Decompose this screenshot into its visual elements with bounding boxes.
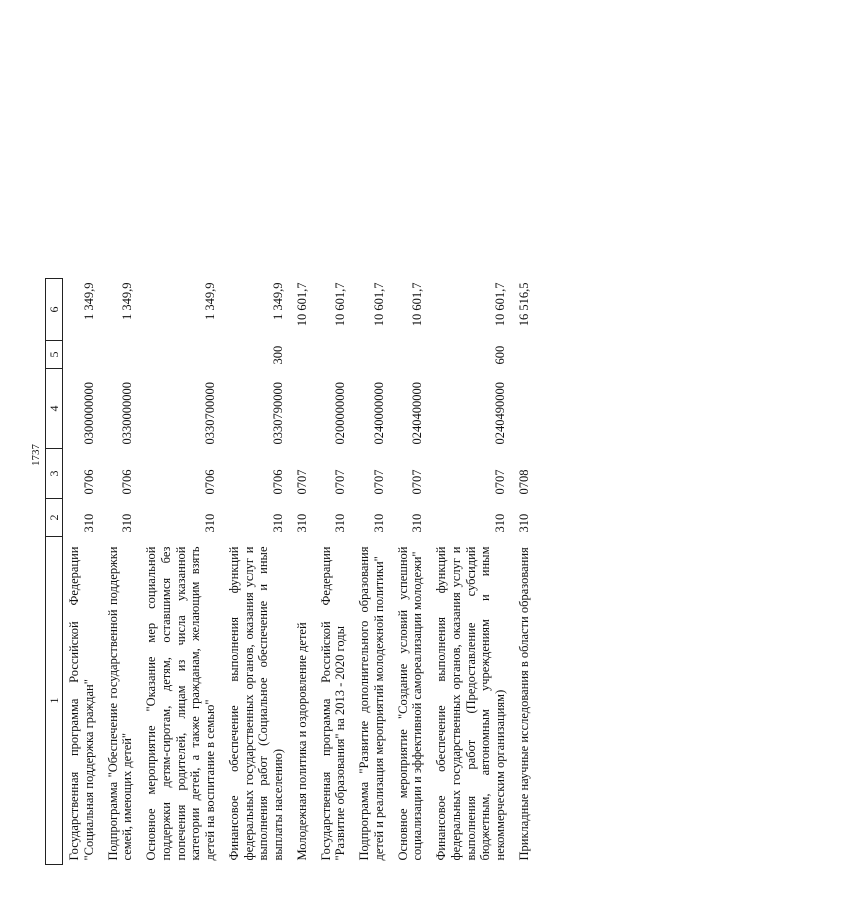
row-name: Основное мероприятие "Оказание мер социальной поддержки детям-сиротам, детям, оставшимся без попечения родителей, лицам из числа указанной категории детей, а также гражданам, желающим взять детей на воспитание в семью" [144, 546, 218, 861]
row-col-2: 310 [333, 513, 348, 533]
row-col-2: 310 [120, 513, 135, 533]
budget-table [45, 278, 537, 865]
row-col-5: 600 [493, 345, 508, 365]
row-col-6: 16 516,5 [516, 282, 531, 327]
row-col-3: 0706 [120, 469, 135, 495]
row-col-4: 0330000000 [120, 382, 135, 445]
row-col-3: 0706 [203, 469, 218, 495]
row-col-5 [392, 341, 431, 369]
row-col-3: 0707 [294, 469, 309, 495]
row-col-4: 0240000000 [371, 382, 386, 445]
row-col-4: 0300000000 [81, 382, 96, 445]
row-col-3: 0706 [81, 469, 96, 495]
row-col-5 [291, 341, 315, 369]
row-col-5 [63, 341, 102, 369]
row-col-6: 1 349,9 [120, 282, 135, 320]
table-row [513, 279, 537, 865]
table-row [392, 279, 431, 865]
row-col-5 [102, 341, 141, 369]
row-col-5 [353, 341, 392, 369]
row-col-3: 0707 [493, 469, 508, 495]
page-number: 1737 [30, 444, 42, 466]
row-col-6: 1 349,9 [203, 282, 218, 320]
row-col-6: 1 349,9 [81, 282, 96, 320]
row-col-3: 0707 [410, 469, 425, 495]
row-name: Основное мероприятие "Создание условий успешной социализации и эффективной самореализации молодежи" [395, 546, 425, 861]
table-header-row [46, 279, 63, 865]
row-col-6: 1 349,9 [271, 282, 286, 320]
row-col-3: 0707 [333, 469, 348, 495]
row-col-5: 300 [271, 345, 286, 365]
row-col-2: 310 [516, 513, 531, 533]
row-col-5 [513, 341, 537, 369]
header-col-3: 3 [46, 449, 63, 499]
row-name: Государственная программа Российской Федерации "Развитие образования" на 2013 - 2020 годы [318, 546, 348, 861]
row-col-6: 10 601,7 [410, 282, 425, 327]
row-name: Подпрограмма "Обеспечение государственной поддержки семей, имеющих детей" [105, 546, 135, 861]
row-col-5 [140, 341, 223, 369]
row-col-4: 0330700000 [203, 382, 218, 445]
row-col-4: 0200000000 [333, 382, 348, 445]
row-col-2: 310 [410, 513, 425, 533]
row-name: Финансовое обеспечение выполнения функций федеральных государственных органов, оказания услуг и выполнения работ (Предоставление субсидий бюджетным, автономным учреждениям и иным некоммерческим организациям) [434, 546, 508, 861]
row-col-4: 0330790000 [271, 382, 286, 445]
row-name: Государственная программа Российской Федерации "Социальная поддержка граждан" [67, 546, 96, 861]
table-row [223, 279, 291, 865]
row-name: Финансовое обеспечение выполнения функций федеральных государственных органов, оказания услуг и выполнения работ (Социальное обеспечение и иные выплаты населению) [226, 546, 286, 861]
table-row [63, 279, 102, 865]
header-col-1: 1 [46, 537, 63, 865]
table-row [291, 279, 315, 865]
row-col-6: 10 601,7 [371, 282, 386, 327]
document-page [45, 70, 860, 861]
header-col-5: 5 [46, 341, 63, 369]
table-row [430, 279, 513, 865]
row-col-3: 0708 [516, 469, 531, 495]
row-col-3: 0707 [371, 469, 386, 495]
row-col-2: 310 [81, 513, 96, 533]
table-row [353, 279, 392, 865]
row-col-4 [291, 369, 315, 449]
row-col-2: 310 [371, 513, 386, 533]
row-col-2: 310 [271, 513, 286, 533]
table-row [102, 279, 141, 865]
row-col-6: 10 601,7 [294, 282, 309, 327]
row-col-4 [513, 369, 537, 449]
header-col-4: 4 [46, 369, 63, 449]
row-name: Прикладные научные исследования в области образования [516, 547, 531, 861]
table-row [315, 279, 354, 865]
row-col-4: 0240400000 [410, 382, 425, 445]
row-col-6: 10 601,7 [333, 282, 348, 327]
header-col-2: 2 [46, 499, 63, 537]
rotated-table-container [45, 282, 840, 865]
header-col-6: 6 [46, 279, 63, 341]
row-col-2: 310 [493, 513, 508, 533]
row-col-4: 0240490000 [493, 382, 508, 445]
row-name: Подпрограмма "Развитие дополнительного образования детей и реализация мероприятий молодежной политики" [357, 546, 386, 861]
row-name: Молодежная политика и оздоровление детей [294, 622, 309, 861]
row-col-2: 310 [203, 513, 218, 533]
table-row [140, 279, 223, 865]
row-col-6: 10 601,7 [493, 282, 508, 327]
row-col-2: 310 [294, 513, 309, 533]
row-col-5 [315, 341, 354, 369]
row-col-3: 0706 [271, 469, 286, 495]
